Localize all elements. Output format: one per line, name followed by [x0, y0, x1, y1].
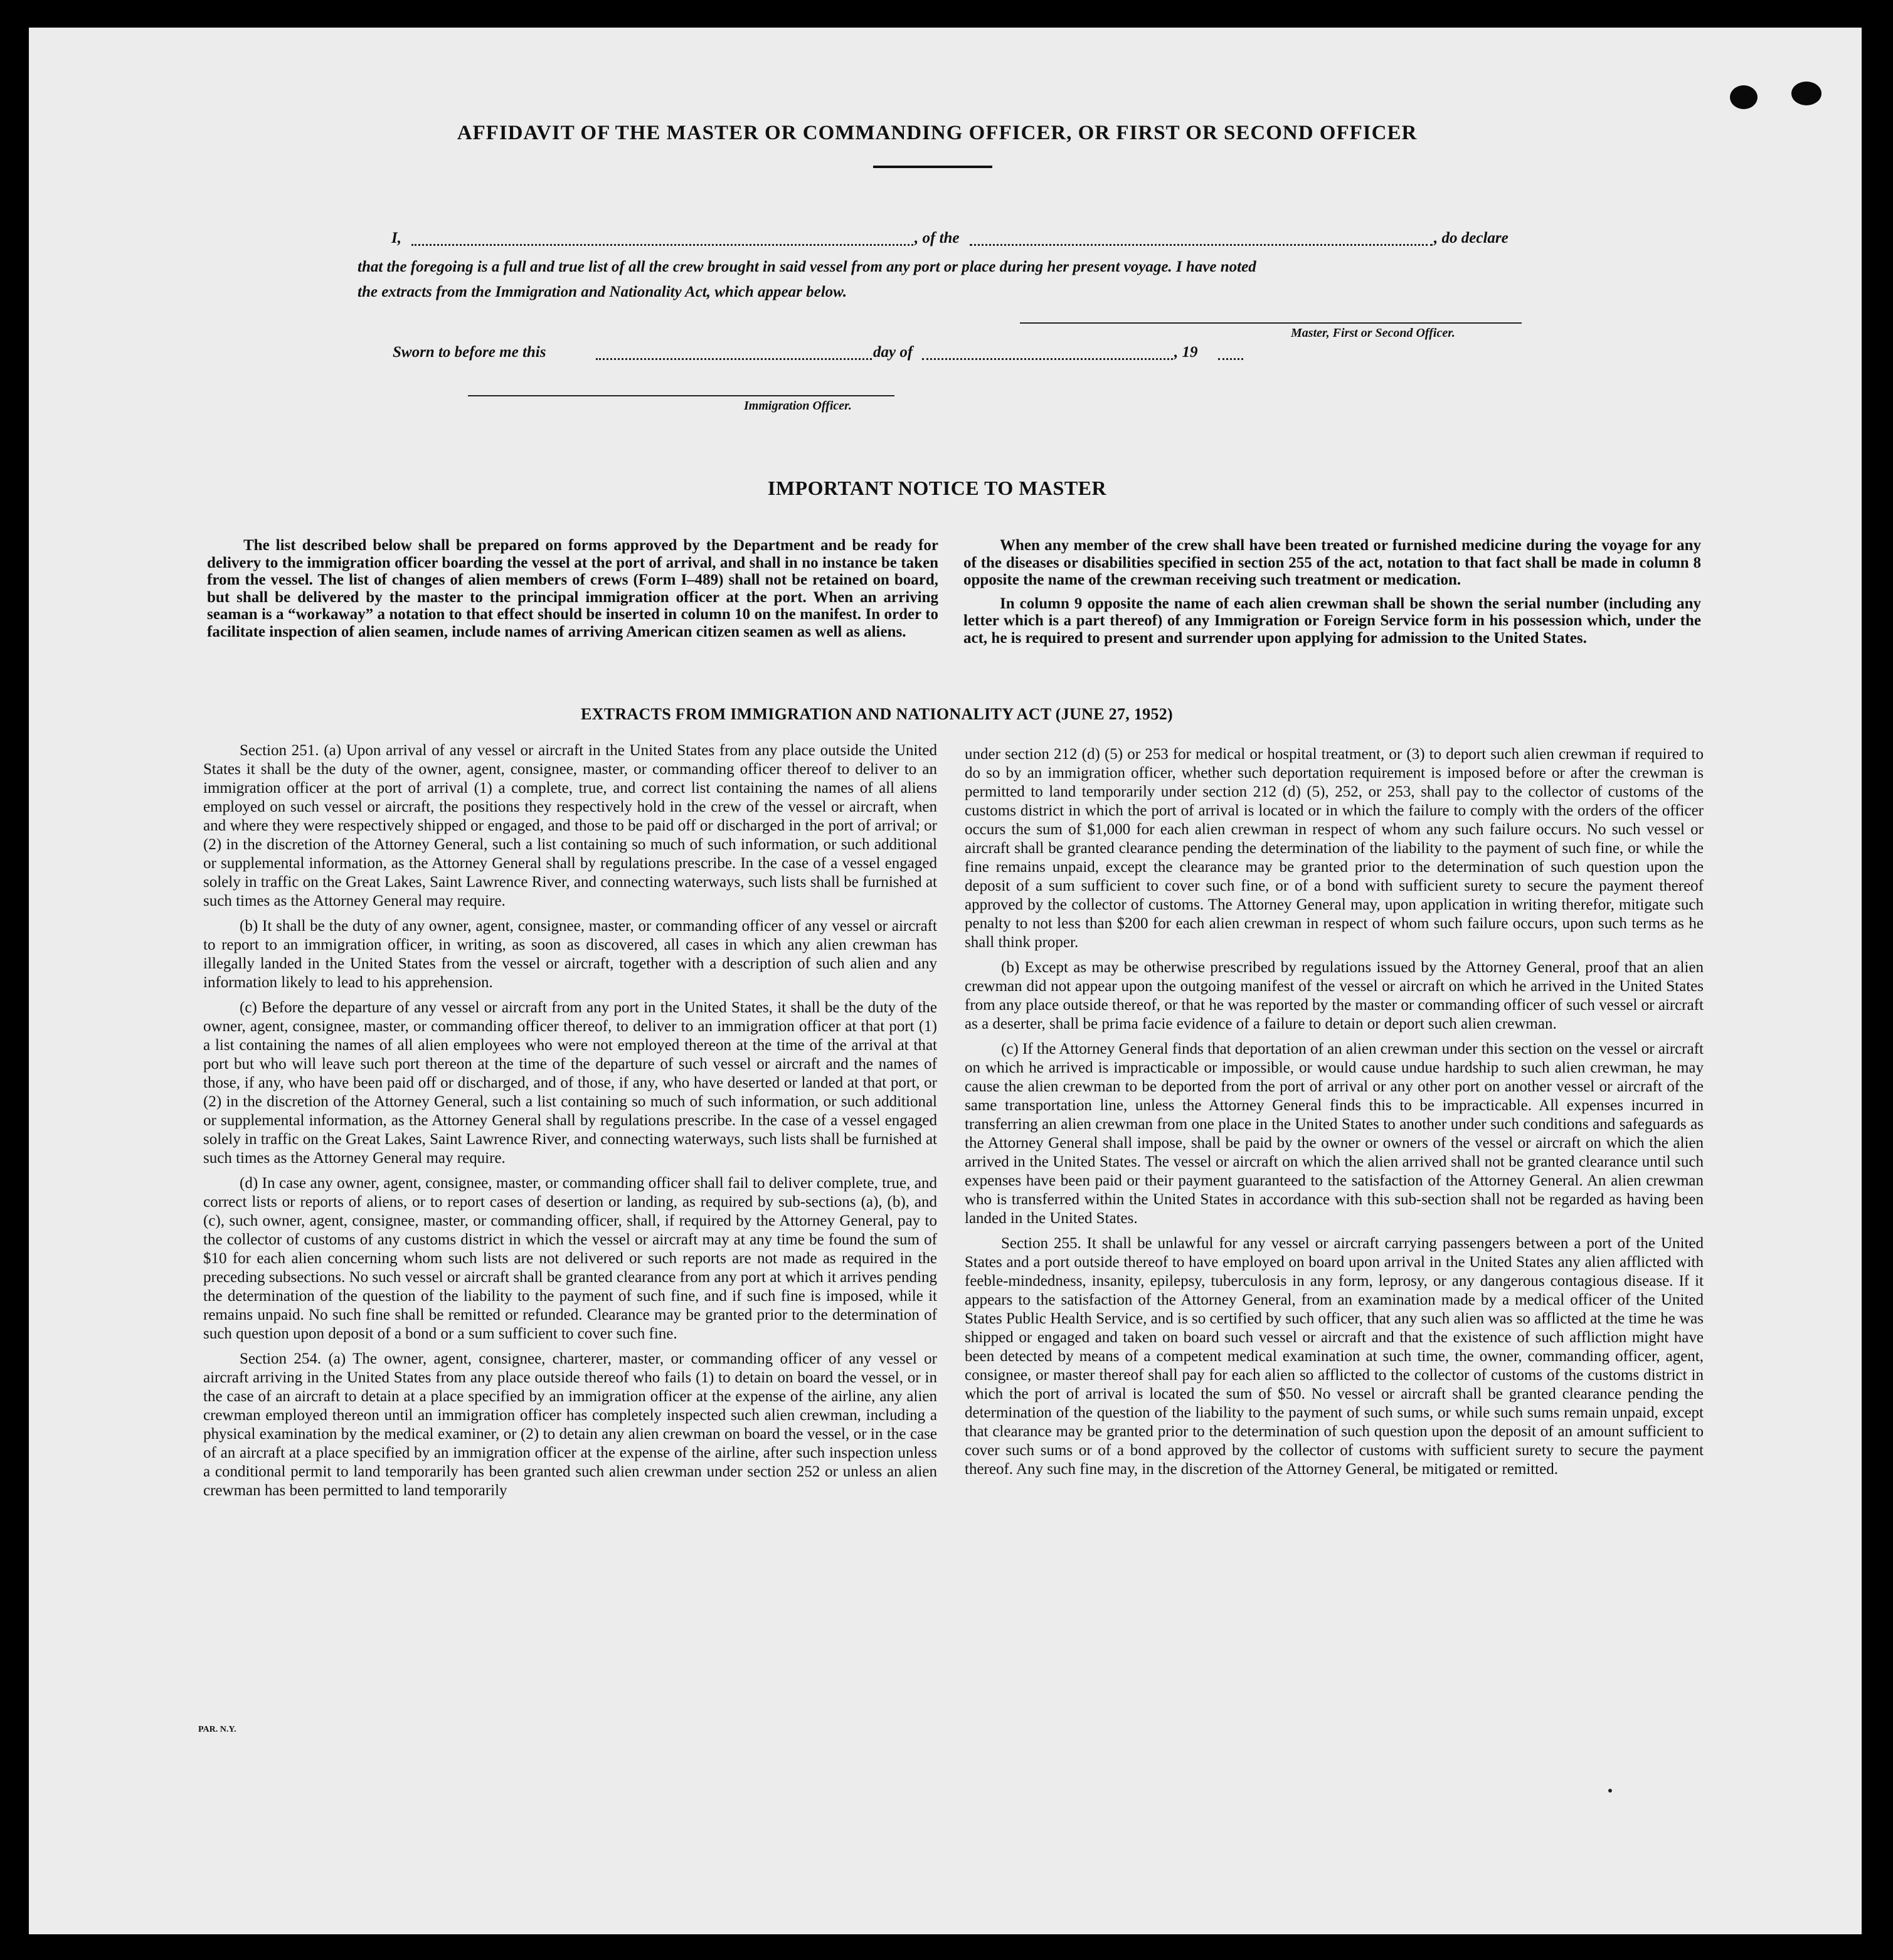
- notice-right-column: [963, 537, 1701, 653]
- extracts-left-column: [203, 741, 937, 1507]
- affidavit-statement-line-1: that the foregoing is a full and true list of all the crew brought in said vessel from any port or place during her present voyage. I have noted: [358, 258, 1256, 275]
- declare-label: , do declare: [1434, 230, 1509, 246]
- ink-blot: [1791, 82, 1821, 105]
- document-page: [29, 28, 1862, 1934]
- extract-paragraph: Section 254. (a) The owner, agent, consignee, charterer, master, or commanding officer of any vessel or aircraft arriving in the United States from any place outside thereof who fails (1) to detain on board the vessel, or in the case of an aircraft to detain at a place specified by an immigration officer at the expense of the airline, any alien crewman employed thereon until an immigration officer has completely inspected such alien crewman, including a physical examination by the medical examiner, or (2) to detain any alien crewman on board the vessel, or in the case of an aircraft at a place specified by an immigration officer at the expense of the airline, after such inspection unless a conditional permit to land temporarily has been granted such alien crewman under section 252 or unless an alien crewman has been permitted to land temporarily: [203, 1350, 937, 1499]
- title-underline: [873, 166, 992, 168]
- extract-paragraph: (c) If the Attorney General finds that deportation of an alien crewman under this section on the vessel or aircraft on which he arrived is impracticable or impossible, or would cause undue hardship to such alien crewman, he may cause the alien crewman to be deported from the port of arrival or any other port on another vessel or aircraft of the same transportation line, unless the Attorney General finds this to be impracticable. All expenses incurred in transferring an alien crewman from one place in the United States to another under such conditions and safeguards as the Attorney General shall impose, shall be paid by the owner or owners of the vessel or aircraft on which the alien arrived in the United States. The vessel or aircraft on which the alien arrived shall not be granted clearance until such expenses have been paid or their payment guaranteed to the satisfaction of the Attorney General. An alien crewman who is transferred within the United States in accordance with this sub-section shall not be regarded as having been landed in the United States.: [965, 1041, 1704, 1227]
- sworn-month-field[interactable]: [922, 358, 1173, 360]
- declarant-label: I,: [391, 230, 401, 246]
- paper-speck: [1608, 1789, 1612, 1793]
- extract-paragraph: Section 255. It shall be unlawful for any vessel or aircraft carrying passengers between a port of the United States and a port outside thereof to have employed on board upon arrival in the United States any alien afflicted with feeble-mindedness, insanity, epilepsy, tuberculosis in any form, leprosy, or any dangerous contagious disease. If it appears to the satisfaction of the Attorney General, from an examination made by a medical officer of the United States Public Health Service, and is so certified by such officer, that any such alien was so afflicted at the time he was shipped or engaged and taken on board such vessel or aircraft and that the existence of such affliction might have been detected by means of a competent medical examination at such time, the owner, commanding officer, agent, consignee, or master thereof shall pay for each alien so afflicted to the collector of customs of the customs district in which the port of arrival is located the sum of $50. No vessel or aircraft shall be granted clearance pending the determination of the question of the liability to the payment of such sums, or while such sums remain unpaid, except that clearance may be granted prior to the determination of such question upon the deposit of an amount sufficient to cover such sums or of a bond approved by the collector of customs with sufficient surety to secure the payment thereof. Any such fine may, in the discretion of the Attorney General, be mitigated or remitted.: [965, 1235, 1704, 1478]
- extract-paragraph: Section 251. (a) Upon arrival of any vessel or aircraft in the United States from any place outside the United States it shall be the duty of the owner, agent, consignee, master, or commanding officer thereof to deliver to an immigration officer at the port of arrival (1) a complete, true, and correct list containing the names of all aliens employed on such vessel or aircraft, the positions they respectively hold in the crew of the vessel or aircraft, when and where they were respectively shipped or engaged, and those to be paid off or discharged in the port of arrival; or (2) in the discretion of the Attorney General, such a list containing so much of such information, or such additional or supplemental information, as the Attorney General shall by regulations prescribe. In the case of a vessel engaged solely in traffic on the Great Lakes, Saint Lawrence River, and connecting waterways, such lists shall be furnished at such times as the Attorney General may require.: [203, 742, 937, 909]
- extracts-right-column: [965, 745, 1704, 1485]
- sworn-day-field[interactable]: [596, 358, 872, 360]
- notice-paragraph: When any member of the crew shall have been treated or furnished medicine during the voyage for any of the diseases or disabilities specified in section 255 of the act, notation to that fact shall be made in column 8 opposite the name of the crewman receiving such treatment or medication.: [963, 537, 1701, 588]
- sworn-year-field[interactable]: [1218, 358, 1243, 360]
- year-label: , 19: [1174, 344, 1198, 361]
- extract-paragraph: under section 212 (d) (5) or 253 for medical or hospital treatment, or (3) to deport such alien crewman if required to do so by an immigration officer, whether such deportation requirement is imposed before or after the crewman is permitted to land temporarily under section 212 (d) (5), 252, or 253, shall pay to the collector of customs of the customs district in which the port of arrival is located or in which the failure to comply with the orders of the officer occurs the sum of $1,000 for each alien crewman in respect of whom any such failure occurs. No such vessel or aircraft shall be granted clearance pending the determination of the liability to the payment of such fine, or while the fine remains unpaid, except the clearance may be granted prior to the determination of such question upon the deposit of a sum sufficient to cover such fine, or of a bond with sufficient surety to secure the payment thereof approved by the collector of customs. The Attorney General may, upon application in writing therefor, mitigate such penalty to not less than $200 for each alien crewman in respect of whom such failure occurs, upon such terms as he shall think proper.: [965, 746, 1704, 951]
- affidavit-title: AFFIDAVIT OF THE MASTER OR COMMANDING OFFICER, OR FIRST OR SECOND OFFICER: [457, 122, 1418, 144]
- extract-paragraph: (d) In case any owner, agent, consignee, master, or commanding officer shall fail to deliver complete, true, and correct lists or reports of aliens, or to report cases of desertion or landing, as required by sub-sections (a), (b), and (c), such owner, agent, consignee, master, or commanding officer, shall, if required by the Attorney General, pay to the collector of customs of any customs district in which the vessel or aircraft may at any time be found the sum of $10 for each alien concerning whom such lists are not delivered or such reports are not made as required in the preceding subsections. No such vessel or aircraft shall be granted clearance from any port at which it arrives pending the determination of the question of the liability to the payment of such fine, and if such fine is imposed, while it remains unpaid. No such fine shall be remitted or refunded. Clearance may be granted prior to the determination of such question upon deposit of a bond or a sum sufficient to cover such fine.: [203, 1175, 937, 1342]
- extract-paragraph: (b) Except as may be otherwise prescribed by regulations issued by the Attorney General, proof that an alien crewman did not appear upon the outgoing manifest of the vessel or aircraft on which he arrived in the United States from any place outside thereof, or that he was reported by the master or commanding officer of such vessel or aircraft as a deserter, shall be prima facie evidence of a failure to detain or deport such alien crewman.: [965, 959, 1704, 1032]
- officer-signature-line[interactable]: [468, 395, 894, 396]
- notice-paragraph: In column 9 opposite the name of each alien crewman shall be shown the serial number (including any letter which is a part thereof) of any Immigration or Foreign Service form in his possession which, under the act, he is required to present and surrender upon applying for admission to the United States.: [963, 595, 1701, 647]
- master-signature-line[interactable]: [1020, 322, 1522, 324]
- affidavit-statement-line-2: the extracts from the Immigration and Nationality Act, which appear below.: [358, 283, 847, 300]
- officer-caption: Immigration Officer.: [744, 399, 852, 413]
- notice-paragraph: The list described below shall be prepared on forms approved by the Department and be ready for delivery to the immigration officer boarding the vessel at the port of arrival, and shall in no instance be taken from the vessel. The list of changes of alien members of crews (Form I–489) shall not be retained on board, but shall be delivered by the master to the principal immigration officer at the port. When an arriving seaman is a “workaway” a notation to that effect should be inserted in column 10 on the manifest. In order to facilitate inspection of alien seamen, include names of arriving American citizen seamen as well as aliens.: [207, 537, 938, 640]
- notice-left-column: [207, 537, 938, 647]
- extract-paragraph: (c) Before the departure of any vessel or aircraft from any port in the United States, it shall be the duty of the owner, agent, consignee, master, or commanding officer thereof, to deliver to an immigration officer at that port (1) a list containing the names of all alien employees who were not employed thereon at the time of the arrival at that port but who will leave such port thereon at the time of the departure of such vessel or aircraft and the names of those, if any, who have been paid off or discharged, and of those, if any, who have deserted or landed at that port, or (2) in the discretion of the Attorney General, such a list containing so much of such information, or such additional or supplemental information, as the Attorney General shall by regulations prescribe. In the case of a vessel engaged solely in traffic on the Great Lakes, Saint Lawrence River, and connecting waterways, such lists shall be furnished at such times as the Attorney General may require.: [203, 999, 937, 1167]
- extract-paragraph: (b) It shall be the duty of any owner, agent, consignee, master, or commanding officer of any vessel or aircraft to report to an immigration officer, in writing, as soon as discovered, all cases in which any alien crewman has illegally landed in the United States from the vessel or aircraft, together with a description of such alien and any information likely to lead to his apprehension.: [203, 918, 937, 991]
- day-of-label: day of: [873, 344, 913, 361]
- master-caption: Master, First or Second Officer.: [1291, 326, 1455, 340]
- declarant-name-field[interactable]: [411, 244, 913, 246]
- extracts-title: EXTRACTS FROM IMMIGRATION AND NATIONALITY ACT (JUNE 27, 1952): [581, 705, 1174, 723]
- vessel-name-field[interactable]: [970, 244, 1433, 246]
- of-the-label: , of the: [915, 230, 960, 246]
- notice-title: IMPORTANT NOTICE TO MASTER: [767, 477, 1107, 499]
- printer-mark: PAR. N.Y.: [198, 1725, 236, 1734]
- ink-blot: [1730, 85, 1758, 109]
- sworn-label: Sworn to before me this: [393, 344, 546, 361]
